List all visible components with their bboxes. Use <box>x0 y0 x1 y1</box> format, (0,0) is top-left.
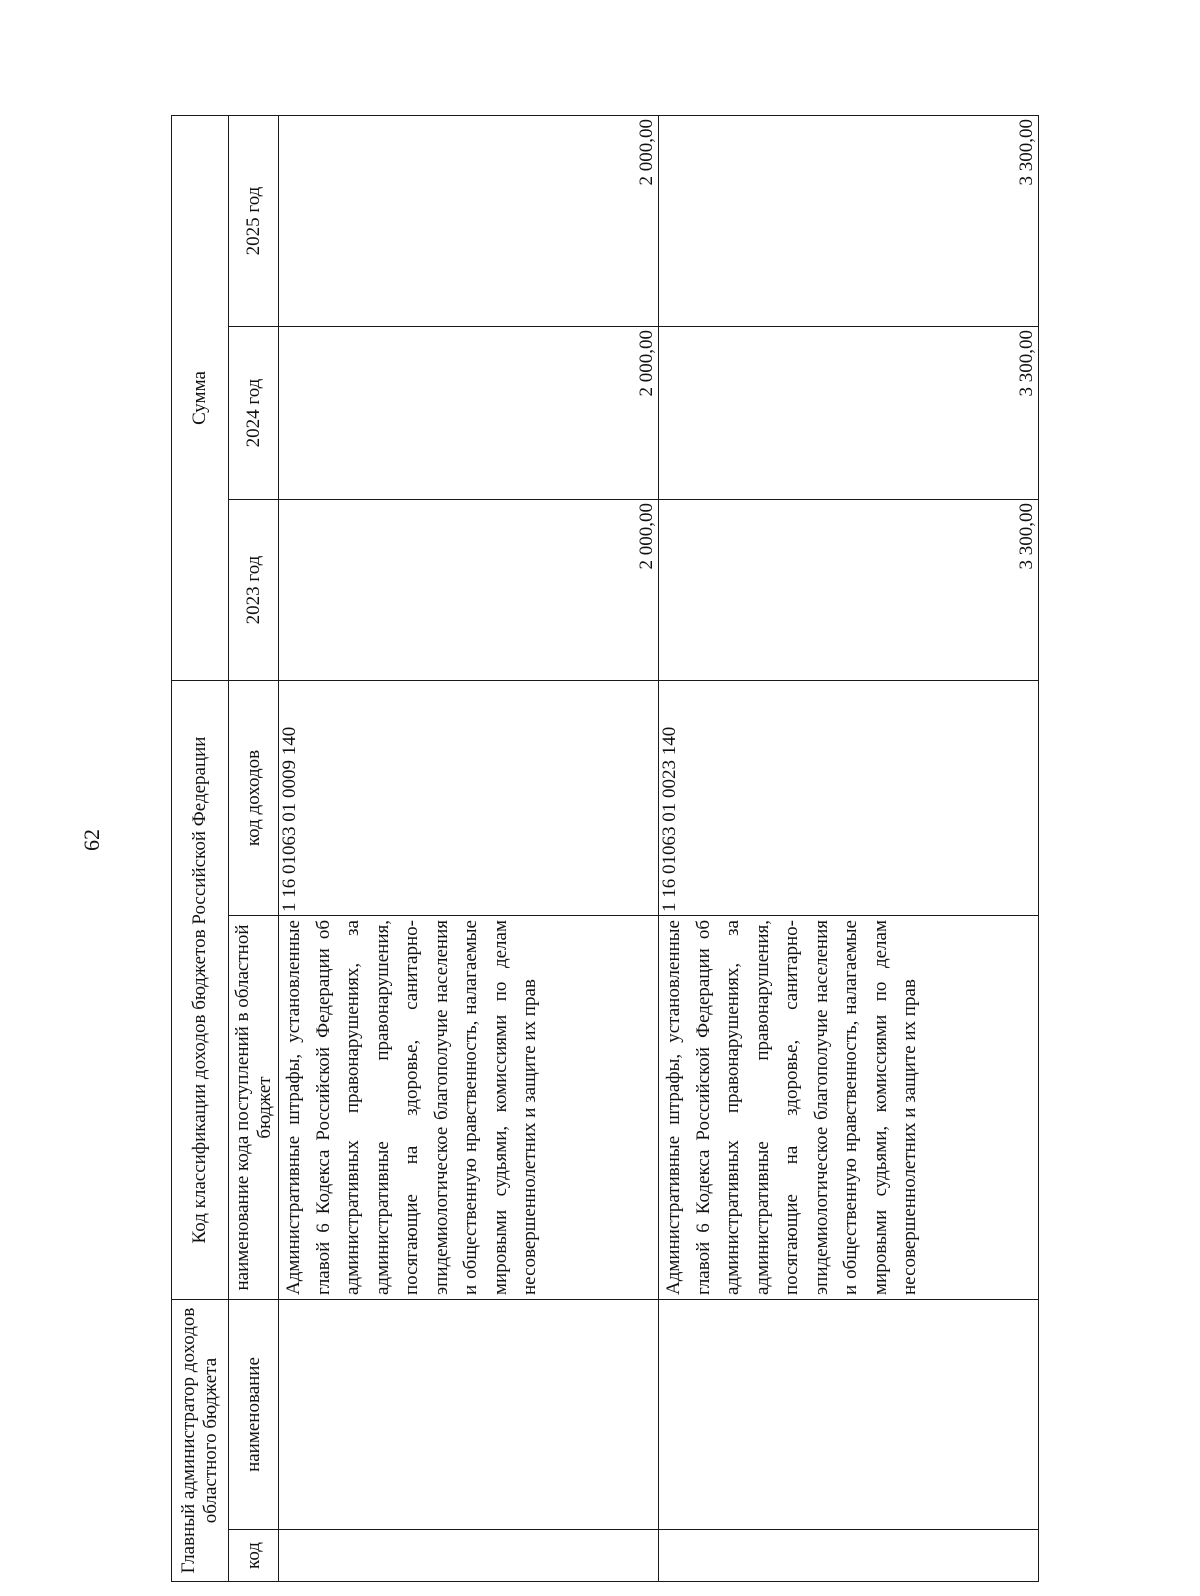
admin-name-cell <box>659 1300 1039 1530</box>
sum-2024-cell: 3 300,00 <box>659 327 1039 500</box>
admin-code-cell <box>279 1530 659 1582</box>
admin-code-header: код <box>229 1530 279 1582</box>
sum-2025-cell: 3 300,00 <box>659 116 1039 327</box>
sum-2023-cell: 2 000,00 <box>279 500 659 681</box>
sum-2023-cell: 3 300,00 <box>659 500 1039 681</box>
table-row <box>659 116 1039 1582</box>
income-code-cell: 1 16 01063 01 0009 140 <box>279 681 659 916</box>
admin-name-cell <box>279 1300 659 1530</box>
admin-name-header: наименование <box>229 1300 279 1530</box>
admin-code-cell <box>659 1530 1039 1582</box>
sum-2025-cell: 2 000,00 <box>279 116 659 327</box>
sum-2024-cell: 2 000,00 <box>279 327 659 500</box>
income-name-header: наименование кода поступлений в областной бюджет <box>229 916 279 1300</box>
income-classification-table-wrapper <box>171 116 1039 1582</box>
year-2024-header: 2024 год <box>229 327 279 500</box>
classification-group-header: Код классификации доходов бюджетов Российской Федерации <box>172 681 229 1300</box>
income-classification-table <box>171 115 1039 1582</box>
header-row-2 <box>229 116 279 1582</box>
income-code-header: код доходов <box>229 681 279 916</box>
income-name-cell: Административные штрафы, установленные главой 6 Кодекса Российской Федерации об административных правонарушениях, за административные правонарушения, посягающие на здоровье, санитарно-эпидемиологическое благополучие населения и общественную нравственность, налагаемые мировыми судьями, комиссиями по делам несовершеннолетних и защите их прав <box>659 916 1039 1300</box>
income-name-cell: Административные штрафы, установленные главой 6 Кодекса Российской Федерации об административных правонарушениях, за административные правонарушения, посягающие на здоровье, санитарно-эпидемиологическое благополучие населения и общественную нравственность, налагаемые мировыми судьями, комиссиями по делам несовершеннолетних и защите их прав <box>279 916 659 1300</box>
year-2025-header: 2025 год <box>229 116 279 327</box>
header-row-1 <box>172 116 229 1582</box>
table-row <box>279 116 659 1582</box>
admin-group-header: Главный администратор доходов областного бюджета <box>172 1300 229 1582</box>
page-number: 62 <box>79 829 104 851</box>
year-2023-header: 2023 год <box>229 500 279 681</box>
income-code-cell: 1 16 01063 01 0023 140 <box>659 681 1039 916</box>
sum-group-header: Сумма <box>172 116 229 681</box>
